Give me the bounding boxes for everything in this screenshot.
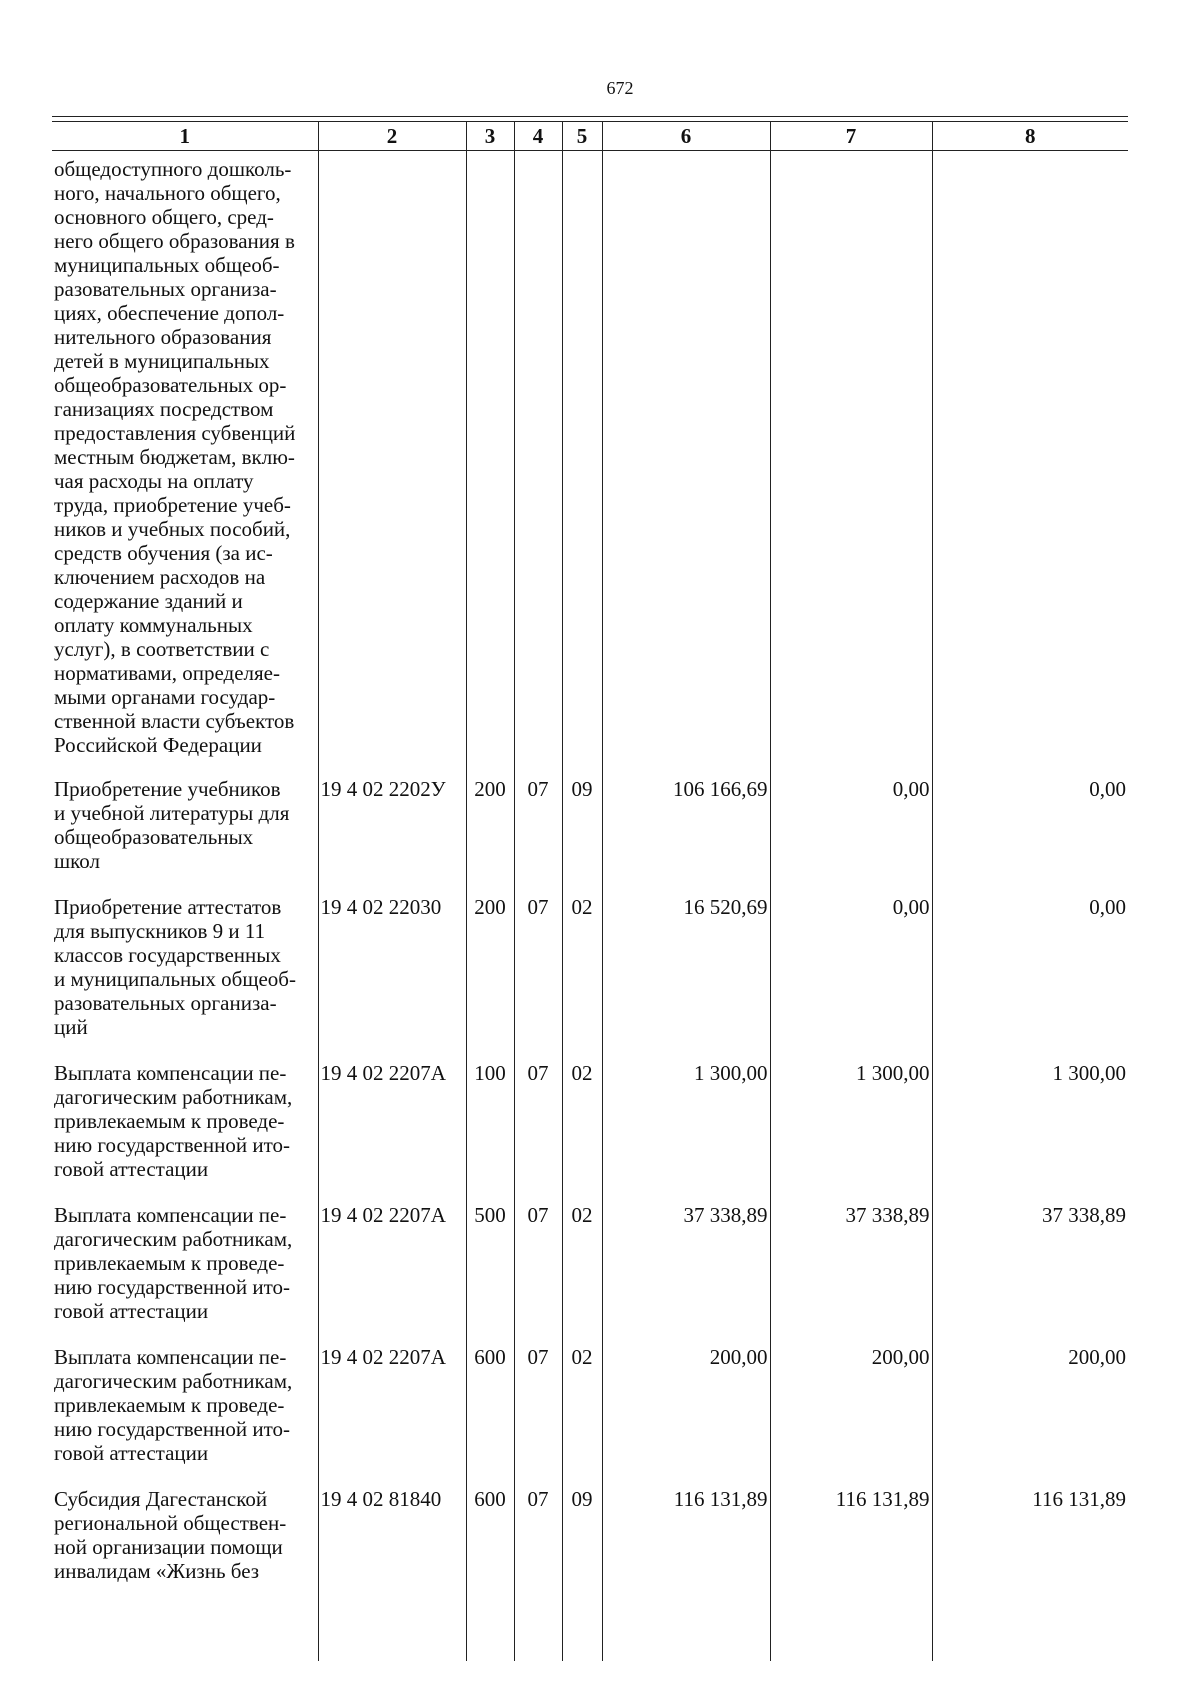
- row-col-3: 200: [466, 895, 514, 1061]
- row-code: 19 4 02 2207А: [318, 1345, 466, 1487]
- row-col-7: [770, 151, 932, 778]
- row-col-4: 07: [514, 1487, 562, 1661]
- table-row: [52, 777, 1128, 895]
- row-col-6: 1 300,00: [602, 1061, 770, 1203]
- row-col-7: 37 338,89: [770, 1203, 932, 1345]
- row-col-8: 116 131,89: [932, 1487, 1128, 1661]
- row-col-4: [514, 151, 562, 778]
- row-description: Приобретение аттестатов для выпускников 9 и 11 классов государственных и муниципальных общеоб- разовательных организа- ций: [52, 895, 318, 1061]
- row-description: Выплата компенсации пе- дагогическим работникам, привлекаемым к проведе- нию государственной ито- говой аттестации: [52, 1345, 318, 1487]
- header-row: [52, 122, 1128, 151]
- row-description: Выплата компенсации пе- дагогическим работникам, привлекаемым к проведе- нию государственной ито- говой аттестации: [52, 1061, 318, 1203]
- row-col-7: 116 131,89: [770, 1487, 932, 1661]
- row-col-8: 37 338,89: [932, 1203, 1128, 1345]
- row-code: 19 4 02 2202У: [318, 777, 466, 895]
- row-col-7: 200,00: [770, 1345, 932, 1487]
- row-col-5: 02: [562, 1345, 602, 1487]
- row-col-5: 09: [562, 777, 602, 895]
- header-col-2: 2: [318, 122, 466, 151]
- row-col-6: 106 166,69: [602, 777, 770, 895]
- row-col-3: 600: [466, 1345, 514, 1487]
- row-col-3: 600: [466, 1487, 514, 1661]
- row-col-6: [602, 151, 770, 778]
- row-col-7: 1 300,00: [770, 1061, 932, 1203]
- row-description: Приобретение учебников и учебной литературы для общеобразовательных школ: [52, 777, 318, 895]
- row-description: Субсидия Дагестанской региональной обществен- ной организации помощи инвалидам «Жизнь без: [52, 1487, 318, 1661]
- header-col-4: 4: [514, 122, 562, 151]
- top-rule: [52, 116, 1128, 117]
- row-col-3: 500: [466, 1203, 514, 1345]
- header-col-5: 5: [562, 122, 602, 151]
- row-col-6: 200,00: [602, 1345, 770, 1487]
- row-code: 19 4 02 81840: [318, 1487, 466, 1661]
- row-col-5: 02: [562, 1203, 602, 1345]
- row-col-4: 07: [514, 777, 562, 895]
- table-row: [52, 1061, 1128, 1203]
- header-col-1: 1: [52, 122, 318, 151]
- row-description: общедоступного дошколь- ного, начального общего, основного общего, сред- него общего образования в муниципальных общеоб- разовательных организа- циях, обеспечение допол- нительного образования детей в муниципальных общеобразовательных ор- ганизациях посредством предоставления субвенций местным бюджетам, вклю- чая расходы на оплату труда, приобретение учеб- ников и учебных пособий, средств обучения (за ис- ключением расходов на содержание зданий и оплату коммунальных услуг), в соответствии с нормативами, определяе- мыми органами государ- ственной власти субъектов Российской Федерации: [52, 151, 318, 778]
- header-col-8: 8: [932, 122, 1128, 151]
- row-description: Выплата компенсации пе- дагогическим работникам, привлекаемым к проведе- нию государственной ито- говой аттестации: [52, 1203, 318, 1345]
- row-col-7: 0,00: [770, 777, 932, 895]
- row-col-4: 07: [514, 895, 562, 1061]
- row-code: [318, 151, 466, 778]
- page-number: 672: [606, 78, 634, 98]
- row-col-5: [562, 151, 602, 778]
- row-code: 19 4 02 22030: [318, 895, 466, 1061]
- row-col-7: 0,00: [770, 895, 932, 1061]
- row-col-8: 1 300,00: [932, 1061, 1128, 1203]
- header-col-6: 6: [602, 122, 770, 151]
- row-col-5: 09: [562, 1487, 602, 1661]
- row-col-8: 0,00: [932, 777, 1128, 895]
- header-col-7: 7: [770, 122, 932, 151]
- budget-table: [52, 121, 1128, 1661]
- table-row: [52, 895, 1128, 1061]
- row-col-4: 07: [514, 1061, 562, 1203]
- row-col-3: 100: [466, 1061, 514, 1203]
- row-code: 19 4 02 2207А: [318, 1061, 466, 1203]
- row-col-5: 02: [562, 895, 602, 1061]
- row-col-4: 07: [514, 1203, 562, 1345]
- row-col-8: 200,00: [932, 1345, 1128, 1487]
- row-col-8: 0,00: [932, 895, 1128, 1061]
- row-col-6: 37 338,89: [602, 1203, 770, 1345]
- table-row: [52, 1345, 1128, 1487]
- row-col-8: [932, 151, 1128, 778]
- header-col-3: 3: [466, 122, 514, 151]
- row-col-3: 200: [466, 777, 514, 895]
- table-row: [52, 151, 1128, 778]
- row-col-6: 16 520,69: [602, 895, 770, 1061]
- table-row: [52, 1487, 1128, 1661]
- row-col-4: 07: [514, 1345, 562, 1487]
- row-col-3: [466, 151, 514, 778]
- row-code: 19 4 02 2207А: [318, 1203, 466, 1345]
- row-col-6: 116 131,89: [602, 1487, 770, 1661]
- table-row: [52, 1203, 1128, 1345]
- row-col-5: 02: [562, 1061, 602, 1203]
